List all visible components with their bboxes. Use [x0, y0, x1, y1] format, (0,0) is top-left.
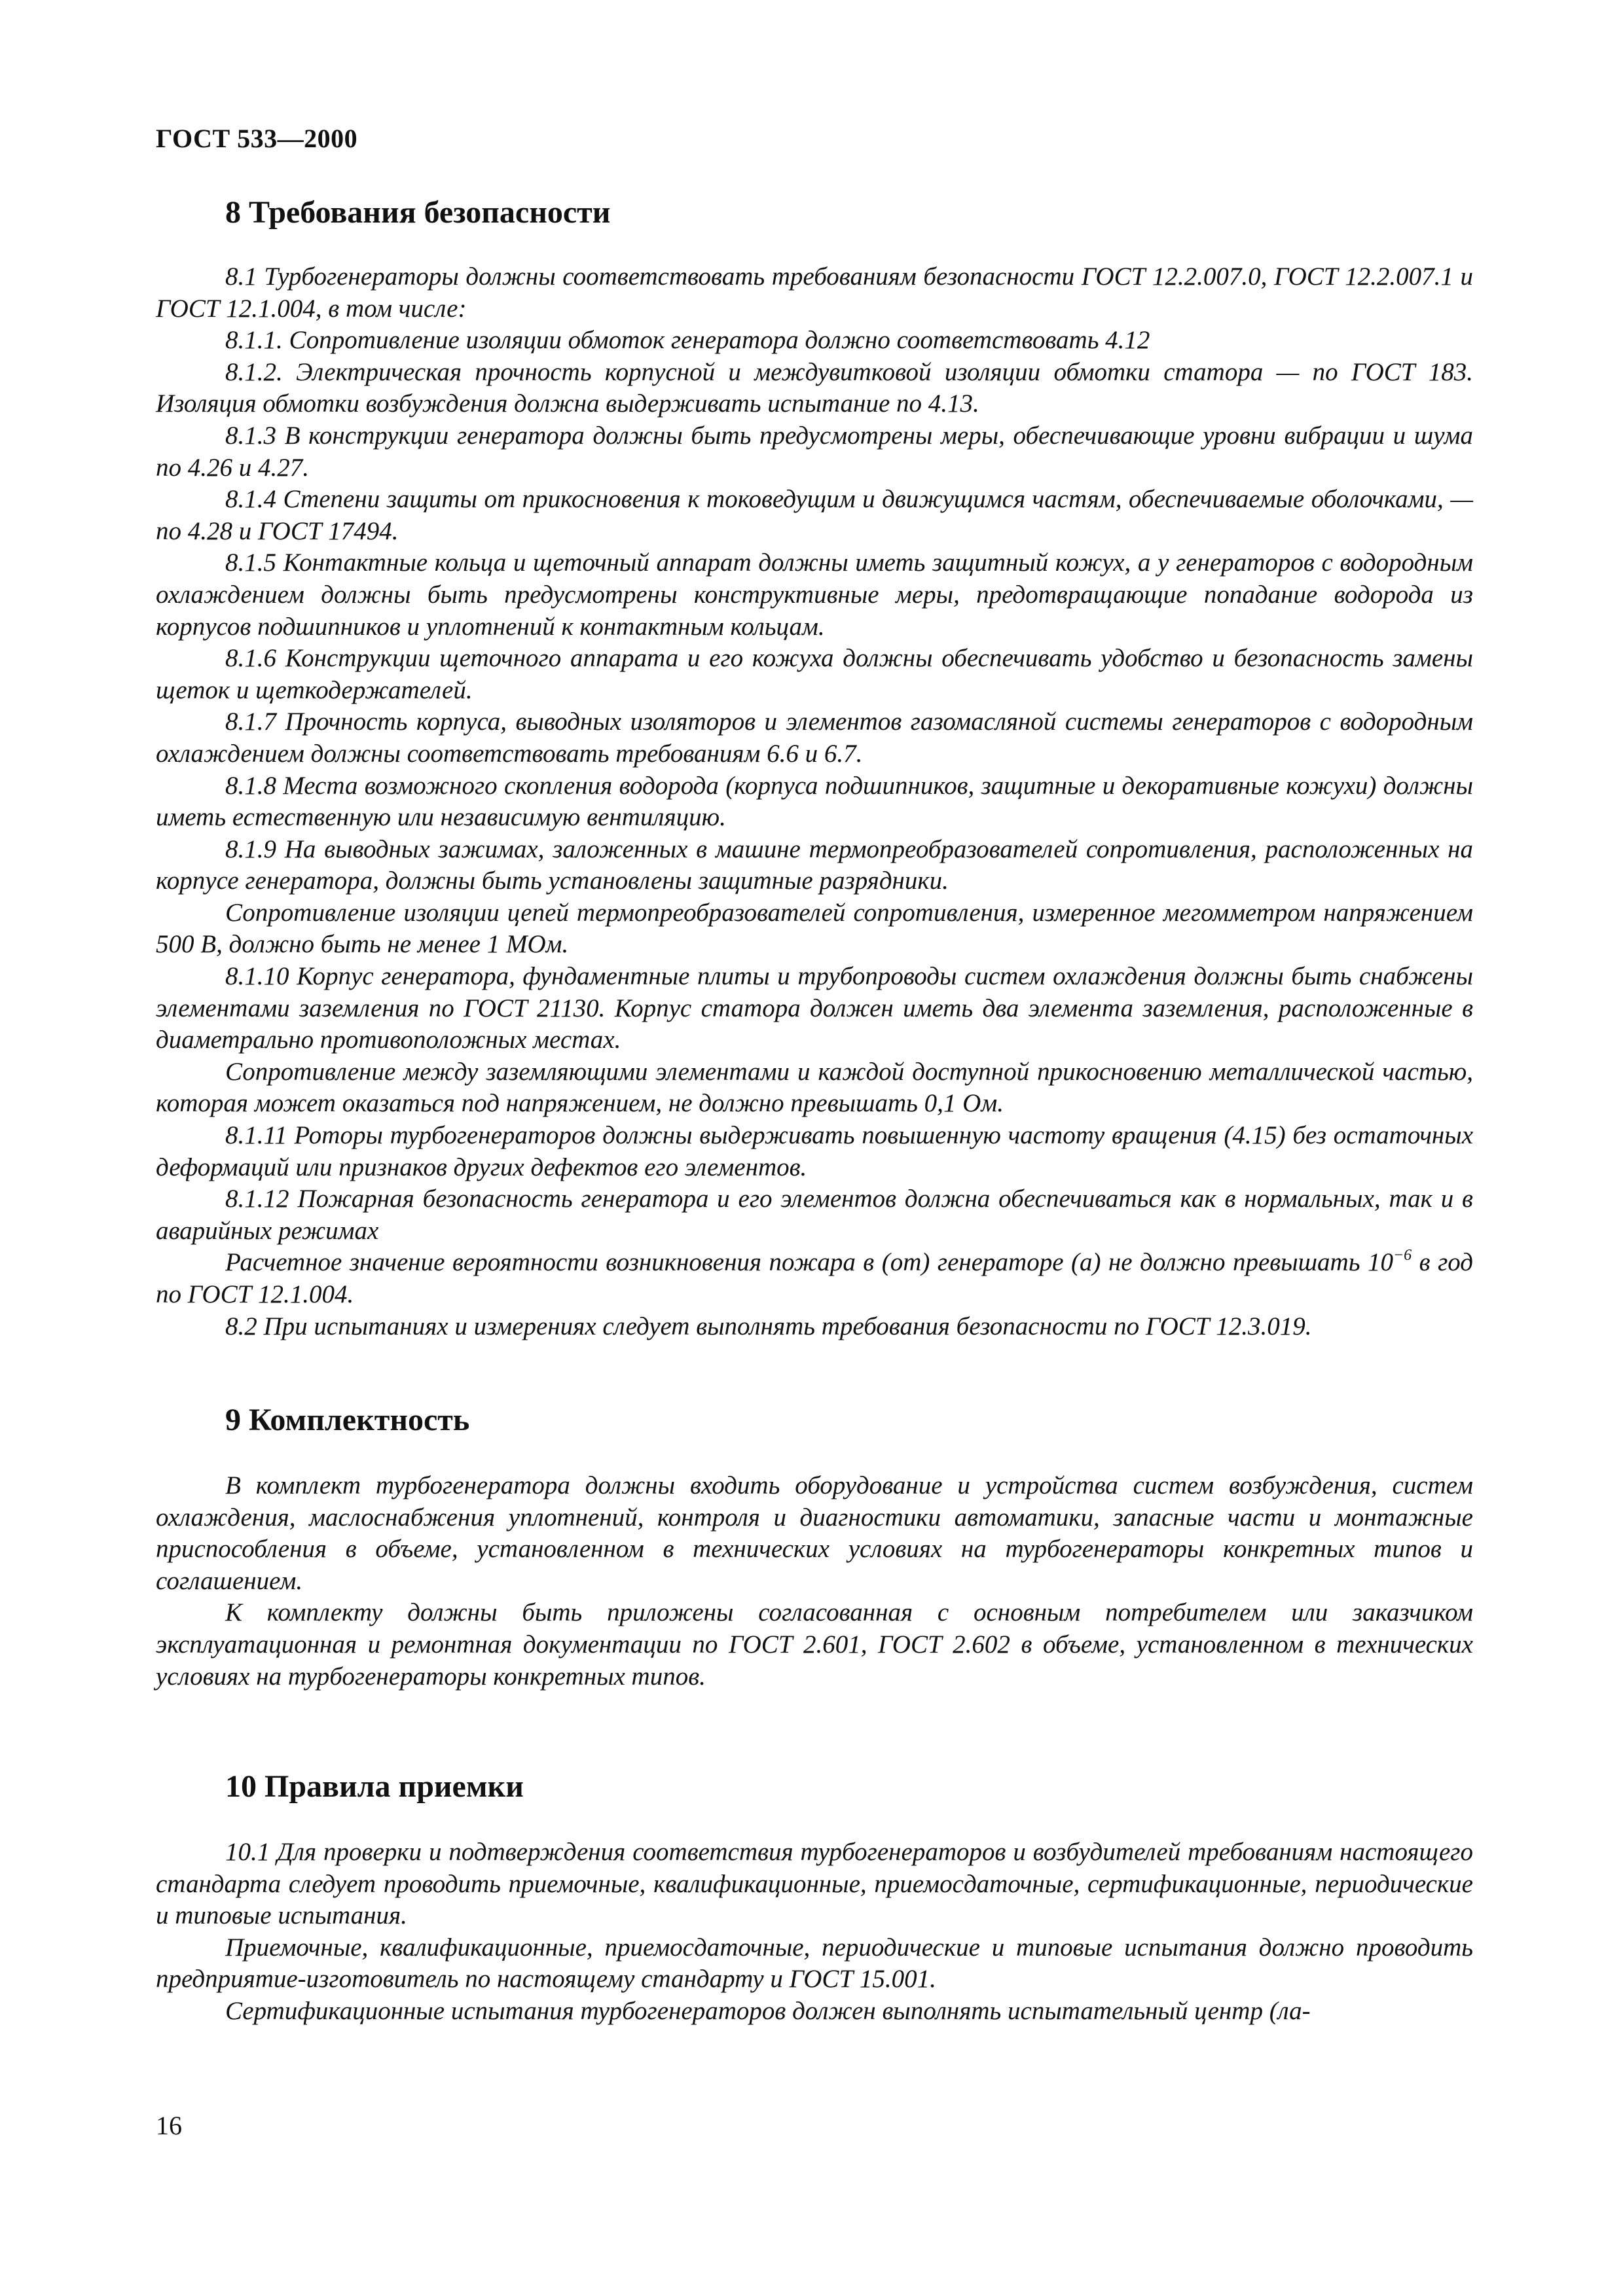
paragraph: В комплект турбогенератора должны входить оборудование и устройства систем возбуждения, систем охлаждения, маслоснабжения уплотнений, контроля и диагностики автоматики, запасные части и монтажные приспособления в объеме, установленном в технических условиях на турбогенераторы конкретных типов и соглашением. [156, 1471, 1473, 1595]
paragraph: 8.1.6 Конструкции щеточного аппарата и его кожуха должны обеспечивать удобство и безопасность замены щеток и щеткодержателей. [156, 644, 1473, 704]
paragraph: 8.1.5 Контактные кольца и щеточный аппарат должны иметь защитный кожух, а у генераторов с водородным охлаждением должны быть предусмотрены конструктивные меры, предотвращающие попадание водорода из корпусов подшипников и уплотнений к контактным кольцам. [156, 548, 1473, 641]
paragraph: К комплекту должны быть приложены согласованная с основным потребителем или заказчиком эксплуатационная и ремонтная документации по ГОСТ 2.601, ГОСТ 2.602 в объеме, установленном в технических условиях на турбогенераторы конкретных типов. [156, 1598, 1473, 1691]
paragraph: 8.1.2. Электрическая прочность корпусной и междувитковой изоляции обмотки статора — по ГОСТ 183. Изоляция обмотки возбуждения должна выдерживать испытание по 4.13. [156, 357, 1473, 418]
section-9 [156, 1401, 1473, 1693]
paragraph: Сопротивление между заземляющими элементами и каждой доступной прикосновению металлической частью, которая может оказаться под напряжением, не должно превышать 0,1 Ом. [156, 1057, 1473, 1118]
paragraph: 8.1.12 Пожарная безопасность генератора и его элементов должна обеспечиваться как в нормальных, так и в аварийных режимах [156, 1185, 1473, 1245]
paragraph: 8.1.8 Места возможного скопления водорода (корпуса подшипников, защитные и декоративные кожухи) должны иметь естественную или независимую вентиляцию. [156, 771, 1473, 832]
paragraph: Сертификационные испытания турбогенераторов должен выполнять испытательный центр (ла- [225, 1996, 1311, 2025]
fire-probability-text: Расчетное значение вероятности возникновения пожара в (от) генераторе (а) не должно превышать 10 [225, 1248, 1393, 1277]
paragraph: 8.1.10 Корпус генератора, фундаментные плиты и трубопроводы систем охлаждения должны быть снабжены элементами заземления по ГОСТ 21130. Корпус статора должен иметь два элемента заземления, расположенные в диаметрально противоположных местах. [156, 962, 1473, 1054]
paragraph: 8.1.3 В конструкции генератора должны быть предусмотрены меры, обеспечивающие уровни вибрации и шума по 4.26 и 4.27. [156, 421, 1473, 482]
exponent: −6 [1393, 1247, 1412, 1265]
paragraph: 8.1.4 Степени защиты от прикосновения к токоведущим и движущимся частям, обеспечиваемые оболочками, — по 4.28 и ГОСТ 17494. [156, 485, 1473, 545]
section-8 [156, 193, 1473, 1342]
section-9-body [156, 1470, 1473, 1693]
paragraph: 10.1 Для проверки и подтверждения соответствия турбогенераторов и возбудителей требованиям настоящего стандарта следует проводить приемочные, квалификационные, приемосдаточные, сертификационные, периодические и типовые испытания. [156, 1838, 1473, 1930]
paragraph: Приемочные, квалификационные, приемосдаточные, периодические и типовые испытания должно проводить предприятие-изготовитель по настоящему стандарту и ГОСТ 15.001. [156, 1933, 1473, 1994]
section-9-title: 9 Комплектность [225, 1403, 470, 1437]
fire-probability-tail: в год по ГОСТ 12.1.004. [156, 1248, 1474, 1308]
paragraph: 8.1 Турбогенераторы должны соответствовать требованиям безопасности ГОСТ 12.2.007.0, ГОСТ 12.2.007.1 и ГОСТ 12.1.004, в том числе: [156, 262, 1473, 323]
section-10-title: 10 Правила приемки [225, 1769, 524, 1804]
paragraph: 8.1.11 Роторы турбогенераторов должны выдерживать повышенную частоту вращения (4.15) без остаточных деформаций или признаков других дефектов его элементов. [156, 1121, 1473, 1181]
fire-probability-paragraph [156, 1247, 1473, 1310]
paragraph: 8.1.1. Сопротивление изоляции обмоток генератора должно соответствовать 4.12 [225, 326, 1150, 355]
section-8-title: 8 Требования безопасности [225, 195, 611, 230]
section-10 [156, 1767, 1473, 2028]
paragraph: 8.1.9 На выводных зажимах, заложенных в машине термопреобразователей сопротивления, расположенных на корпусе генератора, должны быть установлены защитные разрядники. [156, 834, 1473, 895]
document-header: ГОСТ 533—2000 [156, 124, 358, 153]
paragraph: 8.2 При испытаниях и измерениях следует выполнять требования безопасности по ГОСТ 12.3.019. [225, 1312, 1312, 1340]
section-8-body [156, 261, 1473, 1342]
paragraph: Сопротивление изоляции цепей термопреобразователей сопротивления, измеренное мегомметром напряжением 500 В, должно быть не менее 1 МОм. [156, 898, 1473, 959]
section-10-body [156, 1837, 1473, 2028]
paragraph: 8.1.7 Прочность корпуса, выводных изоляторов и элементов газомасляной системы генераторов с водородным охлаждением должны соответствовать требованиям 6.6 и 6.7. [156, 708, 1473, 768]
page-number: 16 [156, 2111, 182, 2140]
